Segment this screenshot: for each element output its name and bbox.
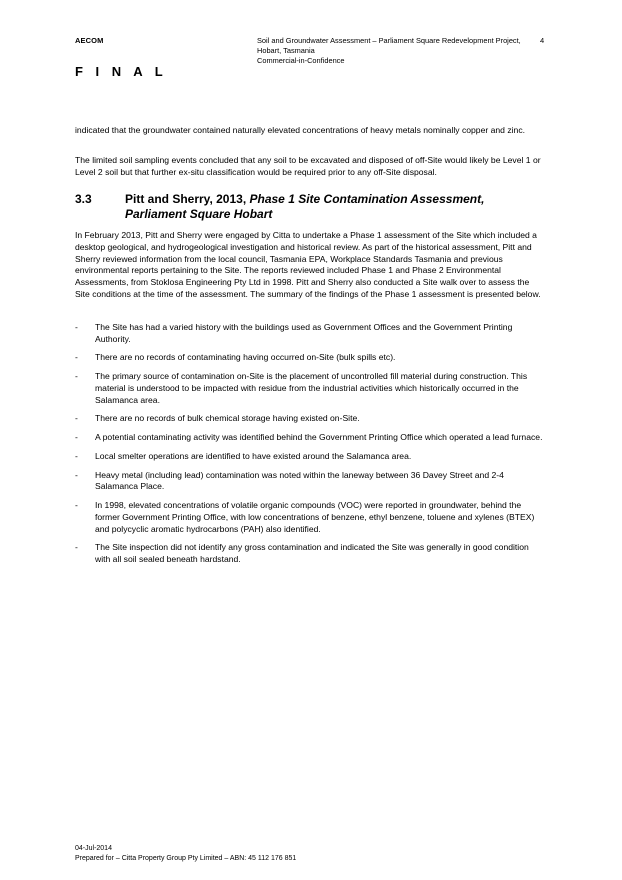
bullet-dash: - <box>75 322 78 332</box>
list-item-text: Local smelter operations are identified to have existed around the Salamanca area. <box>95 450 412 461</box>
footer-prepared-for: Prepared for – Citta Property Group Pty Limited – ABN: 45 112 176 851 <box>75 854 297 862</box>
header-company: AECOM <box>75 36 104 45</box>
list-item <box>75 352 545 364</box>
footer-date: 04-Jul-2014 <box>75 845 112 852</box>
list-item <box>75 432 545 444</box>
paragraph-groundwater: indicated that the groundwater contained naturally elevated concentrations of heavy metals nominally copper and zinc. <box>75 125 526 135</box>
bullet-dash: - <box>75 371 78 382</box>
bullet-dash: - <box>75 500 78 510</box>
list-item <box>75 500 545 535</box>
status-label: F I N A L <box>75 64 168 79</box>
bullet-dash: - <box>75 542 78 553</box>
findings-list <box>75 322 545 573</box>
list-item-text: The primary source of contamination on-Site is the placement of uncontrolled fill material during construction. This material is understood to be impacted with residue from the industrial activities which historically occurred in the Salamanca area. <box>95 371 528 405</box>
paragraph-soil-sampling: The limited soil sampling events concluded that any soil to be excavated and disposed of off-Site would likely be Level 1 or Level 2 soil but that further ex-situ classification would be required prior to any off-Site disposal. <box>75 155 541 177</box>
bullet-dash: - <box>75 450 78 461</box>
header-doc-line-3: Commercial-in-Confidence <box>257 56 345 65</box>
bullet-dash: - <box>75 413 78 424</box>
list-item <box>75 322 545 346</box>
header-document-info <box>257 36 532 66</box>
bullet-dash: - <box>75 469 78 480</box>
list-item <box>75 371 545 406</box>
list-item-text: There are no records of contaminating having occurred on-Site (bulk spills etc). <box>95 352 396 363</box>
list-item-text: There are no records of bulk chemical storage having existed on-Site. <box>95 413 360 424</box>
bullet-dash: - <box>75 352 78 363</box>
page-footer <box>75 844 296 863</box>
section-number: 3.3 <box>75 192 92 206</box>
section-title-italic: Phase 1 Site Contamination Assessment, Parliament Square Hobart <box>125 192 485 221</box>
header-doc-line-1: Soil and Groundwater Assessment – Parliament Square Redevelopment Project, <box>257 36 521 45</box>
list-item <box>75 542 545 566</box>
list-item-text: The Site inspection did not identify any gross contamination and indicated the Site was generally in good condition with all soil sealed beneath hardstand. <box>95 542 529 565</box>
header-doc-line-2: Hobart, Tasmania <box>257 46 315 55</box>
section-title <box>125 192 545 222</box>
list-item-text: The Site has had a varied history with the buildings used as Government Offices and the Government Printing Authority. <box>95 322 513 344</box>
list-item <box>75 470 545 494</box>
section-title-plain: Pitt and Sherry, 2013, <box>125 192 250 206</box>
list-item-text: A potential contaminating activity was identified behind the Government Printing Office which operated a lead furnace. <box>95 432 543 443</box>
list-item-text: Heavy metal (including lead) contamination was noted within the laneway between 36 Davey Street and 2-4 Salamanca Place. <box>95 469 504 492</box>
list-item-text: In 1998, elevated concentrations of volatile organic compounds (VOC) were reported in groundwater, behind the former Government Printing Office, with low concentrations of benzene, ethyl benzene, toluene and xylenes (BTEX) and polycyclic aromatic hydrocarbons (PAH) also identified. <box>95 500 535 534</box>
list-item <box>75 413 545 425</box>
list-item <box>75 451 545 463</box>
page-number: 4 <box>540 36 545 45</box>
bullet-dash: - <box>75 432 78 443</box>
paragraph-phase1-intro: In February 2013, Pitt and Sherry were engaged by Citta to undertake a Phase 1 assessment of the Site which included a desktop geological, and hydrogeological investigation and historical review. As part of the historical assessment, Pitt and Sherry reviewed information from the local council, Tasmania EPA, Workplace Standards Tasmania and previous environmental reports pertaining to the Site. The reports reviewed included Phase 1 and Phase 2 Environmental Assessments, from Stoklosa Engineering Pty Ltd in 1998. Pitt and Sherry also conducted a Site walk over to assess the Site conditions at the time of the assessment. The summary of the findings of the Phase 1 assessment is presented below. <box>75 230 541 299</box>
